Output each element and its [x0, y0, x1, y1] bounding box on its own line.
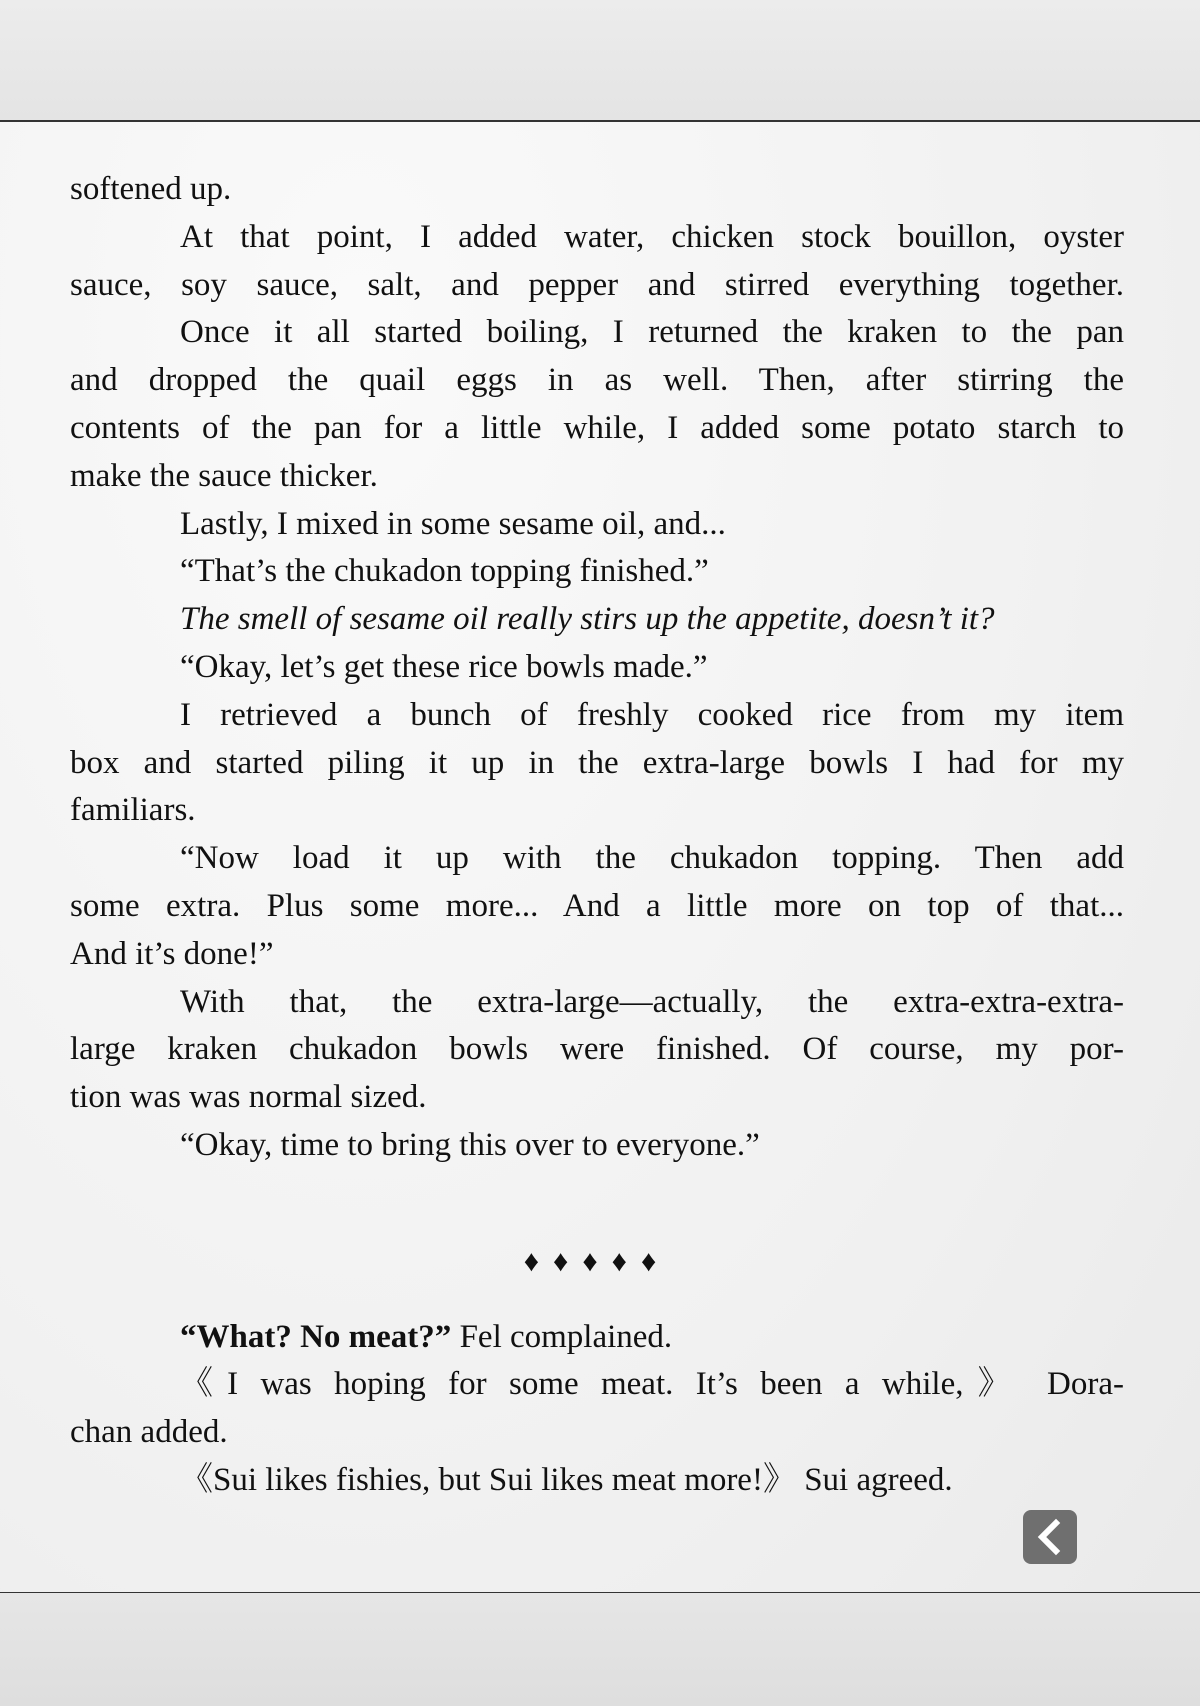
text-line	[70, 835, 1124, 883]
chevron-left-icon	[1023, 1510, 1077, 1564]
text-line	[70, 979, 1124, 1027]
line-text: softened up.	[70, 171, 232, 207]
text-line	[70, 214, 1124, 262]
text-line	[70, 1361, 1124, 1409]
line-text: Once it all started boiling, I returned the kraken to the pan	[180, 314, 1124, 351]
header-band	[0, 0, 1200, 121]
text-line	[70, 1314, 1124, 1362]
text-line	[70, 309, 1124, 357]
text-line	[70, 1457, 1124, 1505]
line-text: Fel complained.	[451, 1318, 673, 1355]
text-line	[70, 644, 1124, 692]
line-text: “Okay, time to bring this over to everyone.”	[180, 1126, 760, 1163]
footer-band	[0, 1593, 1200, 1706]
text-line	[70, 740, 1124, 788]
line-text: 《I was hoping for some meat. It’s been a while,》 Dora-	[180, 1366, 1124, 1403]
text-line	[70, 596, 1124, 644]
line-text: “Now load it up with the chukadon topping. Then add	[180, 840, 1124, 877]
line-text: sauce, soy sauce, salt, and pepper and stirred everything together.	[70, 266, 1124, 303]
text-line	[70, 692, 1124, 740]
line-text: The smell of sesame oil really stirs up the appetite, doesn’t it?	[180, 601, 995, 638]
line-text: large kraken chukadon bowls were finished. Of course, my por-	[70, 1031, 1124, 1068]
text-line	[70, 405, 1124, 453]
line-text: make the sauce thicker.	[70, 457, 378, 494]
text-line	[70, 453, 1124, 501]
page-text	[70, 166, 1124, 1505]
text-line	[70, 1074, 1124, 1122]
text-line	[70, 262, 1124, 310]
text-line	[70, 1026, 1124, 1074]
line-text: chan added.	[70, 1414, 228, 1451]
text-line	[70, 1122, 1124, 1170]
top-divider	[0, 120, 1200, 122]
text-line	[70, 357, 1124, 405]
line-text: familiars.	[70, 792, 196, 829]
dialogue-bold: “What? No meat?”	[180, 1318, 452, 1355]
text-line	[70, 166, 1124, 214]
line-text: At that point, I added water, chicken stock bouillon, oyster	[180, 218, 1124, 255]
line-text: I retrieved a bunch of freshly cooked rice from my item	[180, 696, 1124, 733]
line-text: “Okay, let’s get these rice bowls made.”	[180, 648, 708, 685]
line-text: box and started piling it up in the extra-large bowls I had for my	[70, 744, 1124, 781]
text-line	[70, 548, 1124, 596]
line-text: and dropped the quail eggs in as well. Then, after stirring the	[70, 362, 1124, 399]
line-text: “That’s the chukadon topping finished.”	[180, 553, 709, 590]
line-text: tion was was normal sized.	[70, 1079, 427, 1116]
text-line	[70, 883, 1124, 931]
section-break: ♦♦♦♦♦	[523, 1244, 671, 1278]
back-button[interactable]	[1023, 1510, 1077, 1564]
text-line	[70, 931, 1124, 979]
line-text: contents of the pan for a little while, I added some potato starch to	[70, 409, 1124, 446]
line-text: 《Sui likes fishies, but Sui likes meat more!》 Sui agreed.	[180, 1461, 953, 1498]
line-text: Lastly, I mixed in some sesame oil, and...	[180, 505, 726, 542]
text-line	[70, 787, 1124, 835]
line-text: some extra. Plus some more... And a little more on top of that...	[70, 887, 1124, 924]
text-line	[70, 501, 1124, 549]
line-text: With that, the extra-large—actually, the extra-extra-extra-	[180, 983, 1124, 1020]
line-text: And it’s done!”	[70, 935, 274, 972]
text-line	[70, 1409, 1124, 1457]
